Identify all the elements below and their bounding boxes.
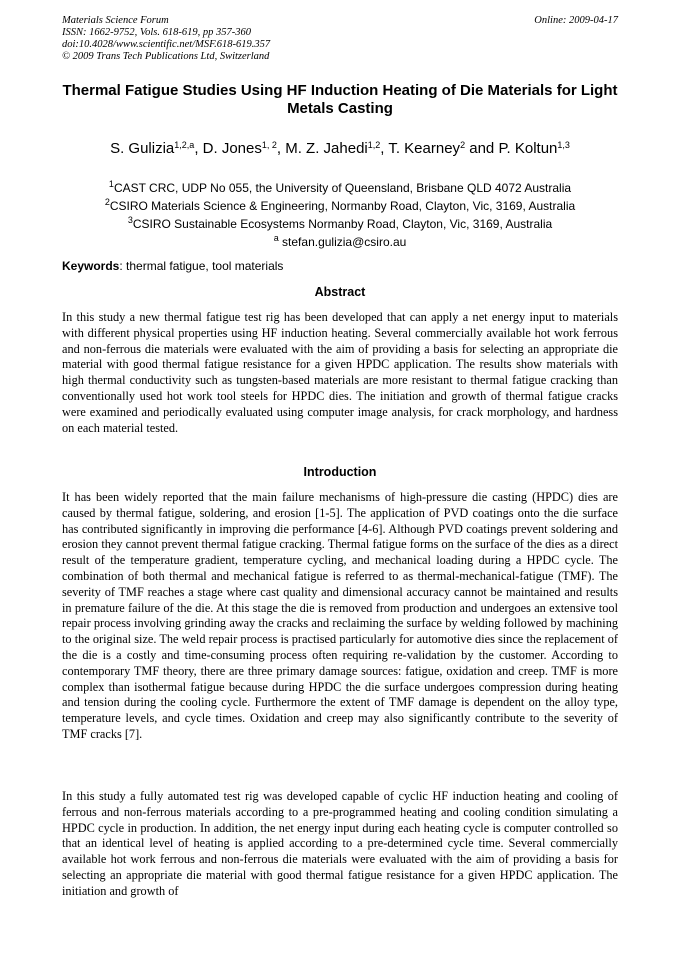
abstract-text: In this study a new thermal fatigue test rig has been developed that can apply a net energy input to materials with different physical properties using HF induction heating. Several commercially available hot work ferrous and non-ferrous die materials were evaluated with the aim of providing a basis for selecting an appropriate die material with good thermal fatigue resistance for a given HPDC application. The results show materials with high thermal conductivity such as tungsten-based materials are more resistant to thermal fatigue cracking than conventionally used hot work tool steels for HPDC dies. The initiation and growth of thermal fatigue cracks were examined and periodically evaluated using computer image analysis, for crack morphology, and hardness on each material tested. [62, 310, 618, 435]
paper-title: Thermal Fatigue Studies Using HF Induction Heating of Die Materials for Light Metals Casting [62, 82, 618, 117]
affiliation-mark: 2 [104, 197, 110, 207]
affiliation-list [62, 179, 618, 251]
author [285, 140, 388, 157]
author-name: M. Z. Jahedi [285, 140, 368, 157]
author-name: D. Jones [202, 140, 262, 157]
journal-header [62, 15, 618, 63]
keywords-text: : thermal fatigue, tool materials [119, 259, 284, 273]
author-separator: , [194, 140, 203, 157]
affiliation-mark: 1 [108, 179, 114, 189]
affiliation-text: CSIRO Sustainable Ecosystems Normanby Road, Clayton, Vic, 3169, Australia [132, 217, 553, 231]
abstract-heading: Abstract [314, 285, 366, 299]
affiliation-mark: 3 [127, 215, 133, 225]
author-affiliation-mark: 1,2 [367, 140, 381, 150]
affiliation-mark: a [273, 233, 279, 243]
author-name: P. Koltun [498, 140, 558, 157]
affiliation [62, 179, 618, 197]
author-affiliation-mark: 1,3 [557, 140, 570, 150]
author [203, 140, 286, 157]
author [498, 140, 569, 157]
author-separator: , [380, 140, 389, 157]
journal-name: Materials Science Forum [62, 15, 169, 26]
intro-paragraph: In this study a fully automated test rig was developed capable of cyclic HF induction heating and cooling of ferrous and non-ferrous materials according to a pre-programmed heating and cooling condition simulating a HPDC cycle in production. In addition, the net energy input during each heating cycle is computer controlled so that an identical level of heating is applied according to a pre-determined cycle time. Several commercially available hot work ferrous and non-ferrous die materials were evaluated with the aim of providing a basis for selecting an appropriate die material with good thermal fatigue resistance for a given HPDC application. The initiation and growth of [62, 789, 618, 898]
author-name: T. Kearney [388, 140, 461, 157]
author-separator: , [276, 140, 286, 157]
copyright-line: © 2009 Trans Tech Publications Ltd, Switzerland [62, 51, 270, 62]
author-name: S. Gulizia [110, 140, 175, 157]
author-affiliation-mark: 1, 2 [261, 140, 277, 150]
author-affiliation-mark: 2 [460, 140, 466, 150]
intro-paragraph: It has been widely reported that the main failure mechanisms of high-pressure die casting (HPDC) dies are caused by thermal fatigue, soldering, and erosion [1-5]. The application of PVD coatings onto the die surface has contributed significantly in improving die performance [4-6]. Although PVD coatings prevent soldering and erosion they cannot prevent thermal fatigue cracking. Thermal fatigue forms on the surface of the dies as a direct result of the temperature gradient, temperature cycling, and mechanical loading during a HPDC cycle. The combination of both thermal and mechanical fatigue is referred to as thermal-mechanical-fatigue (TMF). The severity of TMF reaches a stage where cast quality and dimensional accuracy cannot be maintained and results in premature failure of the die. At this stage the die is removed from production and undergoes an extensive tool repair process involving grinding away the cracks and reclaiming the surface by welding followed by machining to the original size. The weld repair process is practised particularly for automotive dies since the replacement of the die is a costly and time-consuming process often requiring re-validation by the customer. According to contemporary TMF theory, there are three primary damage sources: fatigue, oxidation and creep. TMF is more complex than isothermal fatigue because during HPDC the die surface undergoes compression during heating and tension during the cooling cycle. Furthermore the extent of TMF damage is dependent on the alloy type, temperature levels, and cycle times. Oxidation and creep may also significantly contribute to the severity of TMF cracks [7]. [62, 490, 618, 741]
keywords-label: Keywords [62, 259, 120, 273]
affiliation-text: CAST CRC, UDP No 055, the University of Queensland, Brisbane QLD 4072 Australia [113, 181, 572, 195]
author-list [62, 140, 618, 158]
email-line [62, 233, 618, 251]
doi-line: doi:10.4028/www.scientific.net/MSF.618-619.357 [62, 39, 271, 50]
affiliation-text: CSIRO Materials Science & Engineering, Normanby Road, Clayton, Vic, 3169, Australia [109, 199, 576, 213]
email-text: stefan.gulizia@csiro.au [278, 235, 407, 249]
author [110, 140, 203, 157]
issn-line: ISSN: 1662-9752, Vols. 618-619, pp 357-360 [62, 27, 251, 38]
author [388, 140, 498, 157]
online-date: Online: 2009-04-17 [534, 15, 618, 26]
author-separator: and [465, 140, 499, 157]
affiliation [62, 215, 618, 233]
keywords [62, 259, 618, 273]
author-affiliation-mark: 1,2,a [174, 140, 195, 150]
affiliation [62, 197, 618, 215]
introduction-heading: Introduction [303, 465, 377, 479]
